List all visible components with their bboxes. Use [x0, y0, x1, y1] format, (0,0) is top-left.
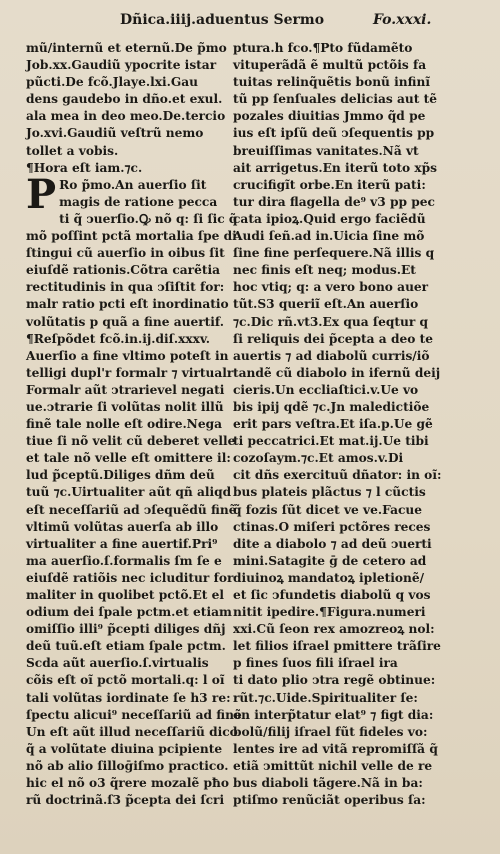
right-column-line: auertis ⁊ ad diabolũ curris/iõ: [233, 348, 430, 363]
left-column-line: Un eſt aũt illud neceſſariũ dico: [26, 724, 238, 739]
right-column-line: p fines ſuos fili iſrael ira: [233, 656, 398, 671]
folio-number: Fo.xxxi.: [373, 12, 432, 28]
right-column-line: tandẽ cũ diabolo in ifernũ deij: [233, 365, 441, 380]
text-column-left: [26, 40, 242, 809]
left-column-line: Scda aũt auerſio.ſ.virtualis: [26, 656, 209, 671]
right-column-line: tũt.S3 queriĩ eſt.An auerſio: [233, 297, 419, 312]
right-column-line: breuiſſimas vanitates.Nã vt: [233, 143, 419, 158]
right-column-line: pozales diuitias Jmmo q̃d pe: [233, 109, 426, 124]
right-column-line: tuitas relinq̃uẽtis bonũ infinĩ: [233, 75, 431, 90]
right-column-line: crucifigĩt orbe.En iterũ pati:: [233, 177, 426, 192]
running-head: Dñica.iiij.aduentus Sermo: [120, 12, 325, 28]
right-column-line: cit dñs exercituũ dñator: in oĩ:: [233, 468, 442, 483]
left-column-line: ¶Reſpõdet fcõ.in.ij.diſ.xxxv.: [26, 331, 211, 346]
right-column-line: vituperãdã ẽ multũ pctõis fa: [233, 58, 427, 73]
right-column-line: ti peccatrici.Et mat.ij.Ue tibi: [233, 434, 429, 449]
right-column-line: ⁊c.Dic rñ.vt3.Ex qua ſeqtur q: [233, 314, 429, 329]
left-column-line: ¶Hora eſt iam.⁊c.: [26, 160, 143, 175]
left-column-line: mõ poſſint pctã mortalia ſpe di: [26, 229, 237, 244]
right-column-line: cata ipioꝝ.Quid ergo faciẽdũ: [233, 211, 426, 226]
right-column-line: ptiſmo renũciãt operibus ſa:: [233, 793, 426, 808]
right-column-line: erit pars veſtra.Et iſa.p.Ue gẽ: [233, 417, 433, 432]
left-column-line: lud p̃ceptũ.Diliges dñm deũ: [26, 468, 215, 483]
left-column-line: ala mea in deo meo.De.tercio: [26, 109, 226, 124]
left-column-line: virtualiter a fine auertif.Pri⁹: [26, 536, 218, 551]
right-column-line: ctinas.O miſeri pctõres reces: [233, 519, 431, 534]
right-column-line: let filios iſrael pmittere trãſire: [233, 639, 441, 654]
left-column-line: malr ratio pcti eſt inordinatio: [26, 297, 229, 312]
drop-cap-initial: P: [26, 170, 57, 218]
left-column-line: Auerſio a fine vltimo poteſt in: [26, 348, 229, 363]
right-column-line: xxi.Cũ ſeon rex amozreoꝝ nol:: [233, 622, 435, 637]
right-column-line: bus diaboli tãgere.Nã in ba:: [233, 776, 423, 791]
left-column-line: tali volũtas iordinate ſe h3 re:: [26, 690, 231, 705]
right-column-line: mini.Satagite ḡ de cetero ad: [233, 553, 427, 568]
right-column-line: nec finis eſt neq; modus.Et: [233, 263, 416, 278]
right-column-line: Audi ſeñ.ad in.Uicia ſine mõ: [233, 229, 425, 244]
left-column-line: odium dei ſpale pctm.et etiam: [26, 605, 232, 620]
right-column-line: dite a diabolo ⁊ ad deũ ↄuerti: [233, 536, 432, 551]
right-column-line: ius eſt ipſũ deũ ↄſequentis pp: [233, 126, 435, 141]
left-column-line: vltimũ volũtas auerſa ab illo: [26, 519, 219, 534]
right-column-line: bolũ/filij iſrael fũt fideles vo:: [233, 724, 428, 739]
right-column-line: cieris.Un eccliaſtici.v.Ue vo: [233, 382, 419, 397]
left-column-line: eiuſdẽ ratiõis nec icluditur for: [26, 570, 234, 585]
left-column-line: eiuſdẽ rationis.Cõtra carẽtia: [26, 263, 220, 278]
left-column-line: ti q̃ ↄuerſio.Ꝙ nõ q: ſi ſic q̃: [59, 211, 238, 226]
left-column-line: finẽ tale nolle eſt odire.Nega: [26, 417, 222, 432]
left-column-line: nõ ab alio ſilloḡiſmo practico.: [26, 758, 229, 773]
right-column-line: on interp̃tatur elat⁹ ⁊ figt dia:: [233, 707, 434, 722]
left-column-line: rũ doctrinã.ſ3 p̃cepta dei ſcri: [26, 793, 225, 808]
right-column-line: ptura.h fco.¶Pto fũdamẽto: [233, 41, 413, 55]
page-header: [0, 10, 500, 34]
right-column-line: ſi reliquis dei p̃cepta a deo te: [233, 331, 433, 346]
text-column-right: [233, 40, 442, 809]
right-column-line: bis ipij qdẽ ⁊c.Jn maledictiõe: [233, 399, 430, 414]
left-column-line: rectitudinis in qua ↄſiſtit for:: [26, 280, 225, 295]
right-column-line: rũt.⁊c.Uide.Spiritualiter ſe:: [233, 690, 418, 705]
left-column-line: deũ tuũ.eſt etiam ſpale pctm.: [26, 639, 226, 654]
right-column-line: nitit ipedire.¶Figura.numeri: [233, 605, 426, 620]
left-column-line: tollet a vobis.: [26, 143, 119, 158]
left-column-line: telligi dupl'r formalr ⁊ virtualr: [26, 365, 234, 380]
left-column-line: pũcti.De fcõ.Jlaye.lxi.Gau: [26, 75, 198, 90]
right-column-line: q̃ fozis ſũt dicet ve ve.Facue: [233, 502, 423, 517]
left-column-line: ſpectu alicui⁹ neceſſariũ ad finẽ: [26, 707, 242, 722]
left-column-line: mũ/internũ et eternũ.De p̃mo: [26, 41, 227, 55]
right-column-line: lentes ire ad vitã repromiſſã q̃: [233, 741, 438, 756]
left-column-line: et tale nõ velle eſt omittere il:: [26, 451, 231, 466]
left-column-line: eſt neceſſariũ ad ↄſequẽdũ finẽ: [26, 502, 237, 517]
left-column-line: P Ro p̃mo.An auerſio ſit: [26, 170, 207, 218]
left-column-line: Formalr aũt ↄtrarievel negati: [26, 382, 225, 397]
right-column-line: ſine fine perſequere.Nã illis q: [233, 246, 435, 261]
left-column-line: hic el nõ o3 q̃rere mozalẽ pħo: [26, 776, 229, 791]
right-column-line: hoc vtiq; q: a vero bono auer: [233, 280, 429, 295]
left-column-line: tiue ſi nõ velit cũ deberet velle: [26, 434, 236, 449]
right-column-line: bus plateis plãctus ⁊ l cũctis: [233, 485, 426, 500]
left-column-line: cõis eſt oĩ pctõ mortali.q: l oĩ: [26, 673, 225, 688]
left-column-line: maliter in quolibet pctõ.Et el: [26, 588, 225, 602]
right-column-line: tũ pp ſenſuales delicias aut tẽ: [233, 92, 437, 107]
right-column-line: et ſic ↄfundetis diabolũ q vos: [233, 588, 431, 602]
right-column-line: diuinoꝝ mandatoꝝ ipletionẽ/: [233, 570, 425, 585]
left-column-line: ma auerſio.ſ.formalis ſm ſe e: [26, 553, 222, 568]
left-column-line: ue.ↄtrarie ſi volũtas nolit illũ: [26, 399, 224, 414]
left-column-line: omiſſio illi⁹ p̃cepti diliges dñj: [26, 622, 226, 637]
right-column-line: ti dato plio ↄtra regẽ obtinue:: [233, 673, 436, 688]
left-column-line: magis de ratione pecca: [59, 194, 218, 209]
right-column-line: cozoſaym.⁊c.Et amos.v.Di: [233, 451, 404, 466]
right-column-line: ait arrigetus.En iterũ toto xp̃s: [233, 160, 437, 175]
left-column-line: Jo.xvi.Gaudiũ veſtrũ nemo: [26, 126, 204, 141]
right-column-line: etiã ↄmittũt nichil velle de re: [233, 758, 433, 773]
left-column-line: ſtingui cũ auerſio in oibus ſit: [26, 246, 225, 261]
left-column-line: q̃ a volũtate diuina pcipiente: [26, 741, 223, 756]
left-column-line: tuũ ⁊c.Uirtualiter aũt qñ aliqd: [26, 485, 232, 500]
left-column-line: Job.xx.Gaudiũ ypocrite istar: [26, 58, 217, 73]
left-column-line: dens gaudebo in dño.et exul.: [26, 92, 223, 107]
left-column-line: volũtatis p quã a fine auertif.: [26, 314, 224, 329]
right-column-line: tur dira flagella de⁹ v3 pp pec: [233, 194, 435, 209]
